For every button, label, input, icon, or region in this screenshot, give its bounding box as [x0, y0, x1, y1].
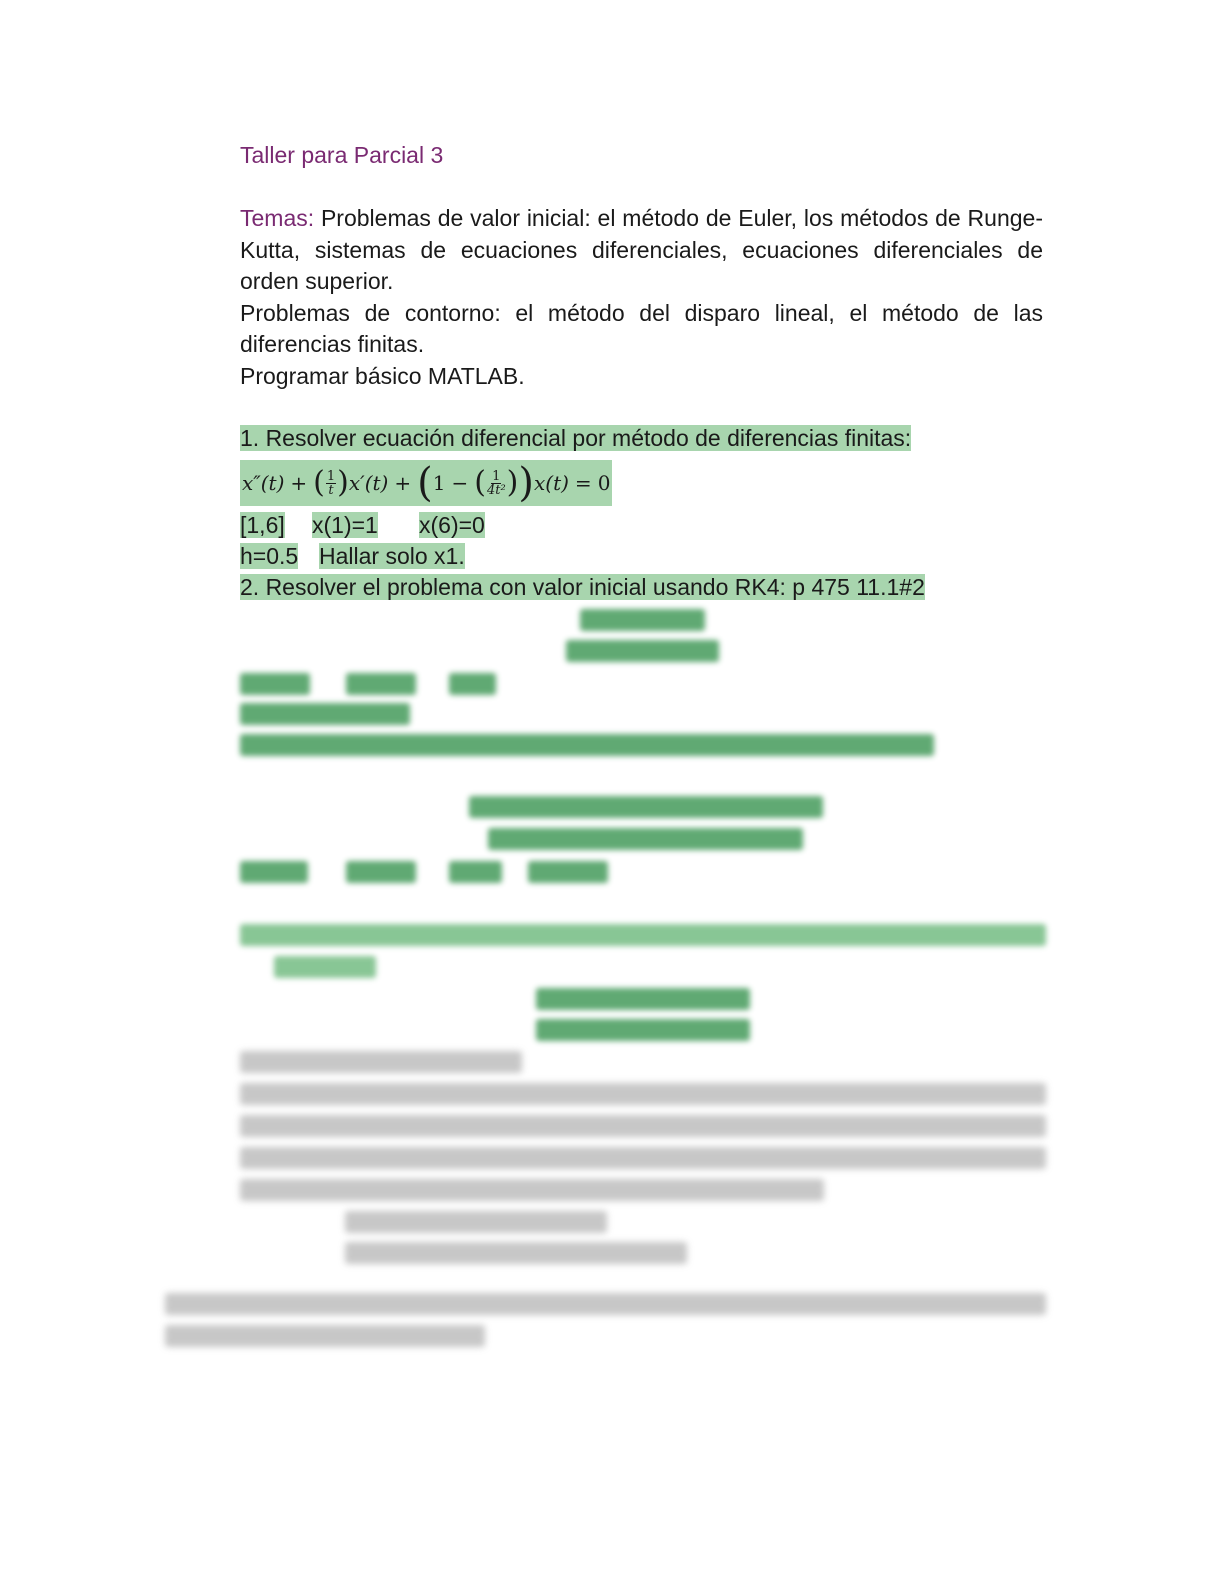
- blurred-heading: [240, 734, 934, 756]
- blurred-paragraph-line: [165, 1293, 1046, 1315]
- temas-label: Temas:: [240, 205, 315, 231]
- blurred-list-item: [345, 1211, 607, 1233]
- blurred-equation: [566, 640, 719, 662]
- eq-plus-2: +: [394, 471, 412, 495]
- blurred-paragraph-line: [240, 1147, 1046, 1169]
- programar-paragraph: Programar básico MATLAB.: [240, 362, 525, 389]
- eq-fraction-1: $\frac{1}{t}$: [326, 468, 336, 498]
- document-title: Taller para Parcial 3: [240, 142, 444, 168]
- eq-fraction-2: $\frac{1}{\text{4t²}}$: [486, 468, 506, 498]
- blurred-list-item: [345, 1242, 687, 1264]
- eq-zero: 0: [597, 471, 611, 495]
- problem1-equation: x″(t) + ( $\frac{1}{t}$ ) x′(t) + ( 1 − ( $\frac{1}{\text{4t²}}$ ) ) x(t) = 0: [242, 460, 611, 506]
- eq-plus-1: +: [290, 471, 308, 495]
- blurred-equation: [580, 609, 705, 631]
- blurred-paragraph-line: [240, 1179, 824, 1201]
- blurred-heading: [240, 924, 1046, 946]
- blurred-equation: [536, 1019, 750, 1041]
- eq-x: x(t): [534, 471, 569, 495]
- blurred-equation: [469, 796, 823, 818]
- boundary-condition-2: x(6)=0: [419, 512, 485, 538]
- temas-paragraph: [240, 203, 1043, 298]
- problem1-heading: [240, 423, 911, 453]
- blurred-text: [274, 956, 376, 978]
- eq-one: 1: [432, 471, 446, 495]
- blurred-text: [240, 703, 410, 725]
- eq-equals: =: [574, 471, 592, 495]
- interval: [1,6]: [240, 512, 285, 538]
- intro-section: [240, 203, 1043, 392]
- blurred-text: [240, 861, 308, 883]
- blurred-equation: [488, 828, 803, 850]
- contorno-paragraph: Problemas de contorno: el método del disparo lineal, el método de las diferencias finitas.: [240, 299, 1043, 357]
- blurred-text: [449, 673, 496, 695]
- blurred-text: [449, 861, 502, 883]
- temas-text: Problemas de valor inicial: el método de Euler, los métodos de Runge-Kutta, sistemas de ecuaciones diferenciales, ecuaciones diferenciales de orden superior.: [240, 205, 1043, 294]
- boundary-condition-1: x(1)=1: [312, 512, 378, 538]
- blurred-equation: [536, 988, 750, 1010]
- problem1-conditions: [240, 510, 285, 540]
- problem2-heading-text: 2. Resolver el problema con valor inicial usando RK4: p 475 11.1#2: [240, 574, 925, 600]
- eq-x-double-prime: x″(t): [242, 471, 285, 495]
- eq-minus: −: [451, 471, 469, 495]
- blurred-text: [528, 861, 608, 883]
- blurred-paragraph-line: [165, 1325, 485, 1347]
- problem1-heading-text: 1. Resolver ecuación diferencial por método de diferencias finitas:: [240, 425, 912, 451]
- blurred-text: [240, 673, 310, 695]
- step-size: h=0.5: [240, 543, 299, 569]
- hallar-instruction: Hallar solo x1.: [319, 543, 465, 569]
- problem2-heading: [240, 572, 925, 602]
- blurred-heading: [240, 1051, 522, 1073]
- blurred-text: [346, 861, 416, 883]
- eq-x-prime: x′(t): [348, 471, 389, 495]
- blurred-paragraph-line: [240, 1083, 1046, 1105]
- blurred-paragraph-line: [240, 1115, 1046, 1137]
- blurred-text: [346, 673, 416, 695]
